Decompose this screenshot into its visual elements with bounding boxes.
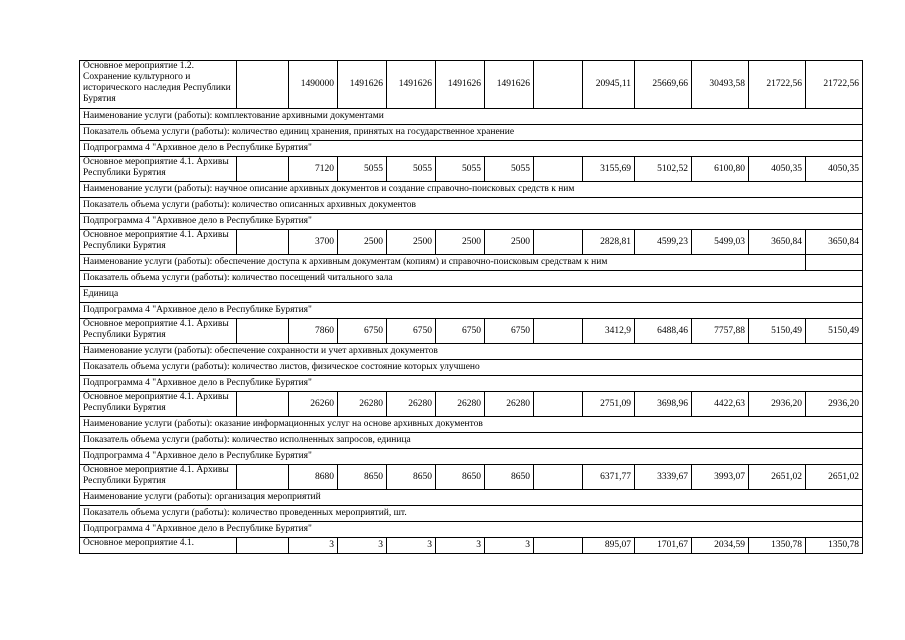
table-row bbox=[80, 198, 863, 214]
value-cell: 7757,88 bbox=[692, 319, 749, 344]
value-cell: 1491626 bbox=[485, 61, 534, 109]
section-label-cell: Наименование услуги (работы): организация мероприятий bbox=[80, 490, 863, 506]
section-label-cell: Показатель объема услуги (работы): количество листов, физическое состояние которых улучшено bbox=[80, 360, 863, 376]
value-cell: 5102,52 bbox=[635, 157, 692, 182]
value-cell: 2828,81 bbox=[583, 230, 635, 255]
value-cell: 8650 bbox=[338, 465, 387, 490]
table-row bbox=[80, 360, 863, 376]
table-row bbox=[80, 506, 863, 522]
value-cell: 26260 bbox=[289, 392, 338, 417]
value-cell: 26280 bbox=[338, 392, 387, 417]
value-cell: 2651,02 bbox=[806, 465, 863, 490]
value-cell: 6750 bbox=[485, 319, 534, 344]
value-cell: 25669,66 bbox=[635, 61, 692, 109]
value-cell: 8650 bbox=[436, 465, 485, 490]
section-label-cell: Наименование услуги (работы): обеспечение доступа к архивным документам (копиям) и справочно-поисковым средствам к ним bbox=[80, 255, 806, 271]
value-cell: 2500 bbox=[387, 230, 436, 255]
value-cell: 26280 bbox=[387, 392, 436, 417]
value-cell: 3 bbox=[436, 538, 485, 554]
value-cell: 5055 bbox=[485, 157, 534, 182]
table-row bbox=[80, 449, 863, 465]
section-label-cell: Показатель объема услуги (работы): количество посещений читального зала bbox=[80, 271, 863, 287]
section-label-cell: Наименование услуги (работы): обеспечение сохранности и учет архивных документов bbox=[80, 344, 863, 360]
value-cell: 7120 bbox=[289, 157, 338, 182]
value-cell: 3650,84 bbox=[749, 230, 806, 255]
section-label-cell: Наименование услуги (работы): оказание информационных услуг на основе архивных документов bbox=[80, 417, 863, 433]
section-label-cell: Подпрограмма 4 "Архивное дело в Республике Бурятия" bbox=[80, 214, 863, 230]
value-cell: 3700 bbox=[289, 230, 338, 255]
value-cell: 2651,02 bbox=[749, 465, 806, 490]
table-row bbox=[80, 538, 863, 554]
value-cell: 3 bbox=[485, 538, 534, 554]
value-cell: 6371,77 bbox=[583, 465, 635, 490]
table-row bbox=[80, 230, 863, 255]
value-cell: 7860 bbox=[289, 319, 338, 344]
value-cell bbox=[534, 538, 583, 554]
section-label-cell: Наименование услуги (работы): комплектование архивными документами bbox=[80, 109, 863, 125]
activity-name-cell: Основное мероприятие 4.1. Архивы Республики Бурятия bbox=[80, 319, 237, 344]
table-row bbox=[80, 109, 863, 125]
value-cell bbox=[534, 319, 583, 344]
value-cell: 2500 bbox=[436, 230, 485, 255]
value-cell: 3 bbox=[289, 538, 338, 554]
activity-name-cell: Основное мероприятие 1.2. Сохранение культурного и исторического наследия Республики Бурятия bbox=[80, 61, 237, 109]
section-label-cell: Подпрограмма 4 "Архивное дело в Республике Бурятия" bbox=[80, 522, 863, 538]
value-cell bbox=[534, 157, 583, 182]
table-row bbox=[80, 376, 863, 392]
value-cell bbox=[237, 230, 289, 255]
value-cell bbox=[237, 61, 289, 109]
services-table bbox=[79, 60, 863, 554]
table-row bbox=[80, 522, 863, 538]
value-cell: 6750 bbox=[387, 319, 436, 344]
value-cell: 5150,49 bbox=[806, 319, 863, 344]
table-row bbox=[80, 303, 863, 319]
value-cell: 1491626 bbox=[338, 61, 387, 109]
section-label-cell: Подпрограмма 4 "Архивное дело в Республике Бурятия" bbox=[80, 303, 863, 319]
value-cell: 21722,56 bbox=[749, 61, 806, 109]
value-cell: 4599,23 bbox=[635, 230, 692, 255]
section-label-cell: Показатель объема услуги (работы): количество описанных архивных документов bbox=[80, 198, 863, 214]
activity-name-cell: Основное мероприятие 4.1. Архивы Республики Бурятия bbox=[80, 157, 237, 182]
value-cell bbox=[237, 465, 289, 490]
value-cell: 1490000 bbox=[289, 61, 338, 109]
table-row bbox=[80, 255, 863, 271]
value-cell: 26280 bbox=[485, 392, 534, 417]
value-cell bbox=[534, 465, 583, 490]
value-cell: 21722,56 bbox=[806, 61, 863, 109]
value-cell bbox=[237, 319, 289, 344]
value-cell: 5055 bbox=[387, 157, 436, 182]
value-cell: 8680 bbox=[289, 465, 338, 490]
table-row bbox=[80, 433, 863, 449]
section-label-cell: Подпрограмма 4 "Архивное дело в Республике Бурятия" bbox=[80, 376, 863, 392]
table-row bbox=[80, 182, 863, 198]
table-row bbox=[80, 125, 863, 141]
value-cell: 3155,69 bbox=[583, 157, 635, 182]
table-row bbox=[80, 287, 863, 303]
section-label-cell: Показатель объема услуги (работы): количество проведенных мероприятий, шт. bbox=[80, 506, 863, 522]
table-row bbox=[80, 392, 863, 417]
value-cell: 5150,49 bbox=[749, 319, 806, 344]
value-cell: 1350,78 bbox=[749, 538, 806, 554]
document-page bbox=[79, 60, 862, 554]
section-label-cell: Подпрограмма 4 "Архивное дело в Республике Бурятия" bbox=[80, 141, 863, 157]
section-label-cell: Подпрограмма 4 "Архивное дело в Республике Бурятия" bbox=[80, 449, 863, 465]
value-cell: 5055 bbox=[338, 157, 387, 182]
activity-name-cell: Основное мероприятие 4.1. Архивы Республики Бурятия bbox=[80, 392, 237, 417]
value-cell: 1350,78 bbox=[806, 538, 863, 554]
value-cell: 3993,07 bbox=[692, 465, 749, 490]
value-cell: 2936,20 bbox=[806, 392, 863, 417]
value-cell: 5055 bbox=[436, 157, 485, 182]
section-label-cell: Единица bbox=[80, 287, 863, 303]
value-cell: 4422,63 bbox=[692, 392, 749, 417]
value-cell bbox=[237, 538, 289, 554]
value-cell: 6750 bbox=[338, 319, 387, 344]
table-row bbox=[80, 417, 863, 433]
table-row bbox=[80, 214, 863, 230]
table-row bbox=[80, 465, 863, 490]
value-cell: 2500 bbox=[485, 230, 534, 255]
value-cell: 8650 bbox=[485, 465, 534, 490]
activity-name-cell: Основное мероприятие 4.1. Архивы Республики Бурятия bbox=[80, 230, 237, 255]
value-cell: 2034,59 bbox=[692, 538, 749, 554]
value-cell: 1491626 bbox=[387, 61, 436, 109]
value-cell bbox=[534, 61, 583, 109]
value-cell: 2936,20 bbox=[749, 392, 806, 417]
value-cell: 30493,58 bbox=[692, 61, 749, 109]
table-row bbox=[80, 271, 863, 287]
section-label-cell: Показатель объема услуги (работы): количество единиц хранения, принятых на государственное хранение bbox=[80, 125, 863, 141]
value-cell: 26280 bbox=[436, 392, 485, 417]
value-cell: 6488,46 bbox=[635, 319, 692, 344]
value-cell: 3412,9 bbox=[583, 319, 635, 344]
section-label-cell: Показатель объема услуги (работы): количество исполненных запросов, единица bbox=[80, 433, 863, 449]
value-cell bbox=[237, 157, 289, 182]
table-row bbox=[80, 141, 863, 157]
value-cell: 8650 bbox=[387, 465, 436, 490]
value-cell: 2500 bbox=[338, 230, 387, 255]
value-cell: 1701,67 bbox=[635, 538, 692, 554]
value-cell: 3698,96 bbox=[635, 392, 692, 417]
value-cell: 3339,67 bbox=[635, 465, 692, 490]
table-row bbox=[80, 344, 863, 360]
value-cell: 3 bbox=[338, 538, 387, 554]
table-row bbox=[80, 157, 863, 182]
activity-name-cell: Основное мероприятие 4.1. bbox=[80, 538, 237, 554]
table-row bbox=[80, 61, 863, 109]
empty-cell bbox=[806, 255, 863, 271]
value-cell: 895,07 bbox=[583, 538, 635, 554]
value-cell bbox=[534, 392, 583, 417]
activity-name-cell: Основное мероприятие 4.1. Архивы Республики Бурятия bbox=[80, 465, 237, 490]
value-cell: 5499,03 bbox=[692, 230, 749, 255]
value-cell bbox=[534, 230, 583, 255]
table-row bbox=[80, 319, 863, 344]
value-cell: 1491626 bbox=[436, 61, 485, 109]
value-cell: 3650,84 bbox=[806, 230, 863, 255]
table-row bbox=[80, 490, 863, 506]
value-cell: 3 bbox=[387, 538, 436, 554]
section-label-cell: Наименование услуги (работы): научное описание архивных документов и создание справочно-поисковых средств к ним bbox=[80, 182, 863, 198]
value-cell bbox=[237, 392, 289, 417]
value-cell: 4050,35 bbox=[806, 157, 863, 182]
value-cell: 20945,11 bbox=[583, 61, 635, 109]
value-cell: 2751,09 bbox=[583, 392, 635, 417]
value-cell: 4050,35 bbox=[749, 157, 806, 182]
value-cell: 6100,80 bbox=[692, 157, 749, 182]
value-cell: 6750 bbox=[436, 319, 485, 344]
